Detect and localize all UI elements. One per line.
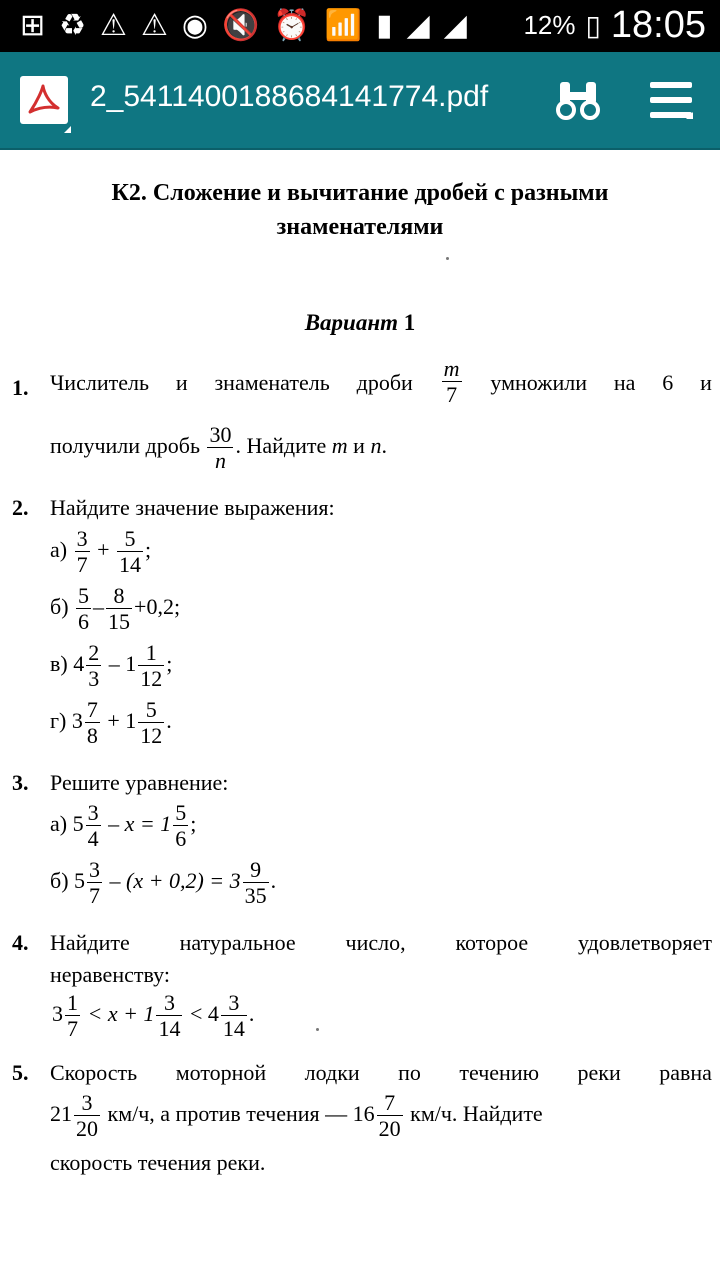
- notification-icons: [20, 8, 467, 44]
- fraction: $\frac{3}{14}$: [222, 990, 245, 1041]
- warning-icon: ⚠: [140, 9, 168, 42]
- fraction: $\frac{30}{n}$: [209, 422, 232, 473]
- clock: 18:05: [610, 4, 706, 46]
- pdf-app-icon[interactable]: [20, 76, 68, 124]
- binoculars-search-icon[interactable]: [556, 78, 600, 127]
- task4-inequality: 3 $\frac{1}{7}$ < x + 1 $\frac{3}{14}$ < 4 $\frac{3}{14}$ .: [52, 990, 255, 1041]
- fraction: $\frac{1}{12}$: [140, 640, 163, 691]
- fraction: $\frac{m}{7}$: [443, 356, 460, 407]
- task-number: 4.: [12, 930, 29, 955]
- task5-line2: 21 $\frac{3}{20}$ км/ч, а против течения — 16 $\frac{7}{20}$ км/ч. Найдите: [50, 1090, 543, 1141]
- task-prompt: Найдите значение выражения:: [50, 495, 335, 520]
- mute-icon: 🔇: [222, 9, 260, 42]
- warning-icon: ⚠: [100, 9, 127, 42]
- fraction: $\frac{5}{6}$: [175, 800, 187, 851]
- page-title-line2: знаменателями: [276, 214, 444, 240]
- file-name: 2_5411400188684141774.pdf: [90, 80, 489, 113]
- menu-icon[interactable]: [650, 82, 692, 127]
- scan-speck: [446, 257, 449, 260]
- task-number: 2.: [12, 495, 29, 520]
- page-title: К2. Сложение и вычитание дробей с разными: [111, 180, 609, 206]
- task-number: 1.: [12, 375, 29, 400]
- task-number: 3.: [12, 770, 29, 795]
- wifi-icon: 📶: [324, 9, 363, 42]
- task-number: 5.: [12, 1060, 29, 1085]
- task2-item-a: а) $\frac{3}{7}$ + $\frac{5}{14}$ ;: [50, 526, 152, 577]
- task3-item-b: б) 5 $\frac{3}{7}$ – (x + 0,2) = 3 $\frac{9}{35}$ .: [50, 857, 277, 908]
- task1-line2: получили дробь $\frac{30}{n}$ . Найдите m и n.: [50, 422, 387, 473]
- task1-line1: Числитель и знаменатель дроби $\frac{m}{7}$ умножили на 6 и: [50, 356, 712, 407]
- fraction: $\frac{3}{4}$: [87, 800, 99, 851]
- task2-item-c: в) 4 $\frac{2}{3}$ – 1 $\frac{1}{12}$ ;: [50, 640, 173, 691]
- fraction: $\frac{8}{15}$: [108, 583, 131, 634]
- variant-heading: Вариант 1: [304, 310, 416, 335]
- status-bar: [0, 0, 720, 52]
- battery-icon: ▯: [585, 10, 601, 41]
- dropdown-corner-icon: [64, 126, 71, 133]
- pdf-page: [0, 150, 720, 1280]
- fraction: $\frac{3}{20}$: [76, 1090, 98, 1141]
- fraction: $\frac{7}{8}$: [86, 697, 98, 748]
- task2-item-b: б) $\frac{5}{6}$ – $\frac{8}{15}$ +0,2;: [50, 583, 181, 634]
- task5-line3: скорость течения реки.: [50, 1150, 266, 1175]
- kaaba-icon: ◉: [181, 9, 209, 42]
- task5-line1: Скорость моторной лодки по течению реки равна: [50, 1060, 712, 1085]
- signal-icon: ◢: [443, 9, 467, 42]
- scan-speck: [316, 1028, 319, 1031]
- fraction: $\frac{1}{7}$: [67, 990, 78, 1041]
- dropdown-corner-icon: [686, 112, 693, 119]
- fraction: $\frac{3}{7}$: [76, 526, 88, 577]
- app-bar: [0, 52, 720, 154]
- task2-item-d: г) 3 $\frac{7}{8}$ + 1 $\frac{5}{12}$ .: [50, 697, 172, 748]
- task4-line2: неравенству:: [50, 962, 170, 987]
- fraction: $\frac{5}{6}$: [78, 583, 90, 634]
- battery-percent: 12%: [523, 10, 576, 40]
- fraction: $\frac{3}{14}$: [158, 990, 181, 1041]
- sim-1-icon: ▮: [376, 9, 393, 42]
- fraction: $\frac{7}{20}$: [378, 1090, 401, 1141]
- task3-item-a: а) 5 $\frac{3}{4}$ – x = 1 $\frac{5}{6}$ ;: [50, 800, 197, 851]
- task4-line1: Найдите натуральное число, которое удовлетворяет: [50, 930, 712, 955]
- fraction: $\frac{2}{3}$: [88, 640, 100, 691]
- fraction: $\frac{9}{35}$: [244, 857, 267, 908]
- sync-icon: ♻: [59, 9, 87, 42]
- fraction: $\frac{5}{14}$: [119, 526, 142, 577]
- alarm-icon: ⏰: [273, 9, 311, 42]
- add-icon: ⊞: [20, 9, 46, 42]
- signal-icon: ◢: [406, 9, 430, 42]
- fraction: $\frac{5}{12}$: [140, 697, 163, 748]
- fraction: $\frac{3}{7}$: [89, 857, 101, 908]
- task-prompt: Решите уравнение:: [50, 770, 229, 795]
